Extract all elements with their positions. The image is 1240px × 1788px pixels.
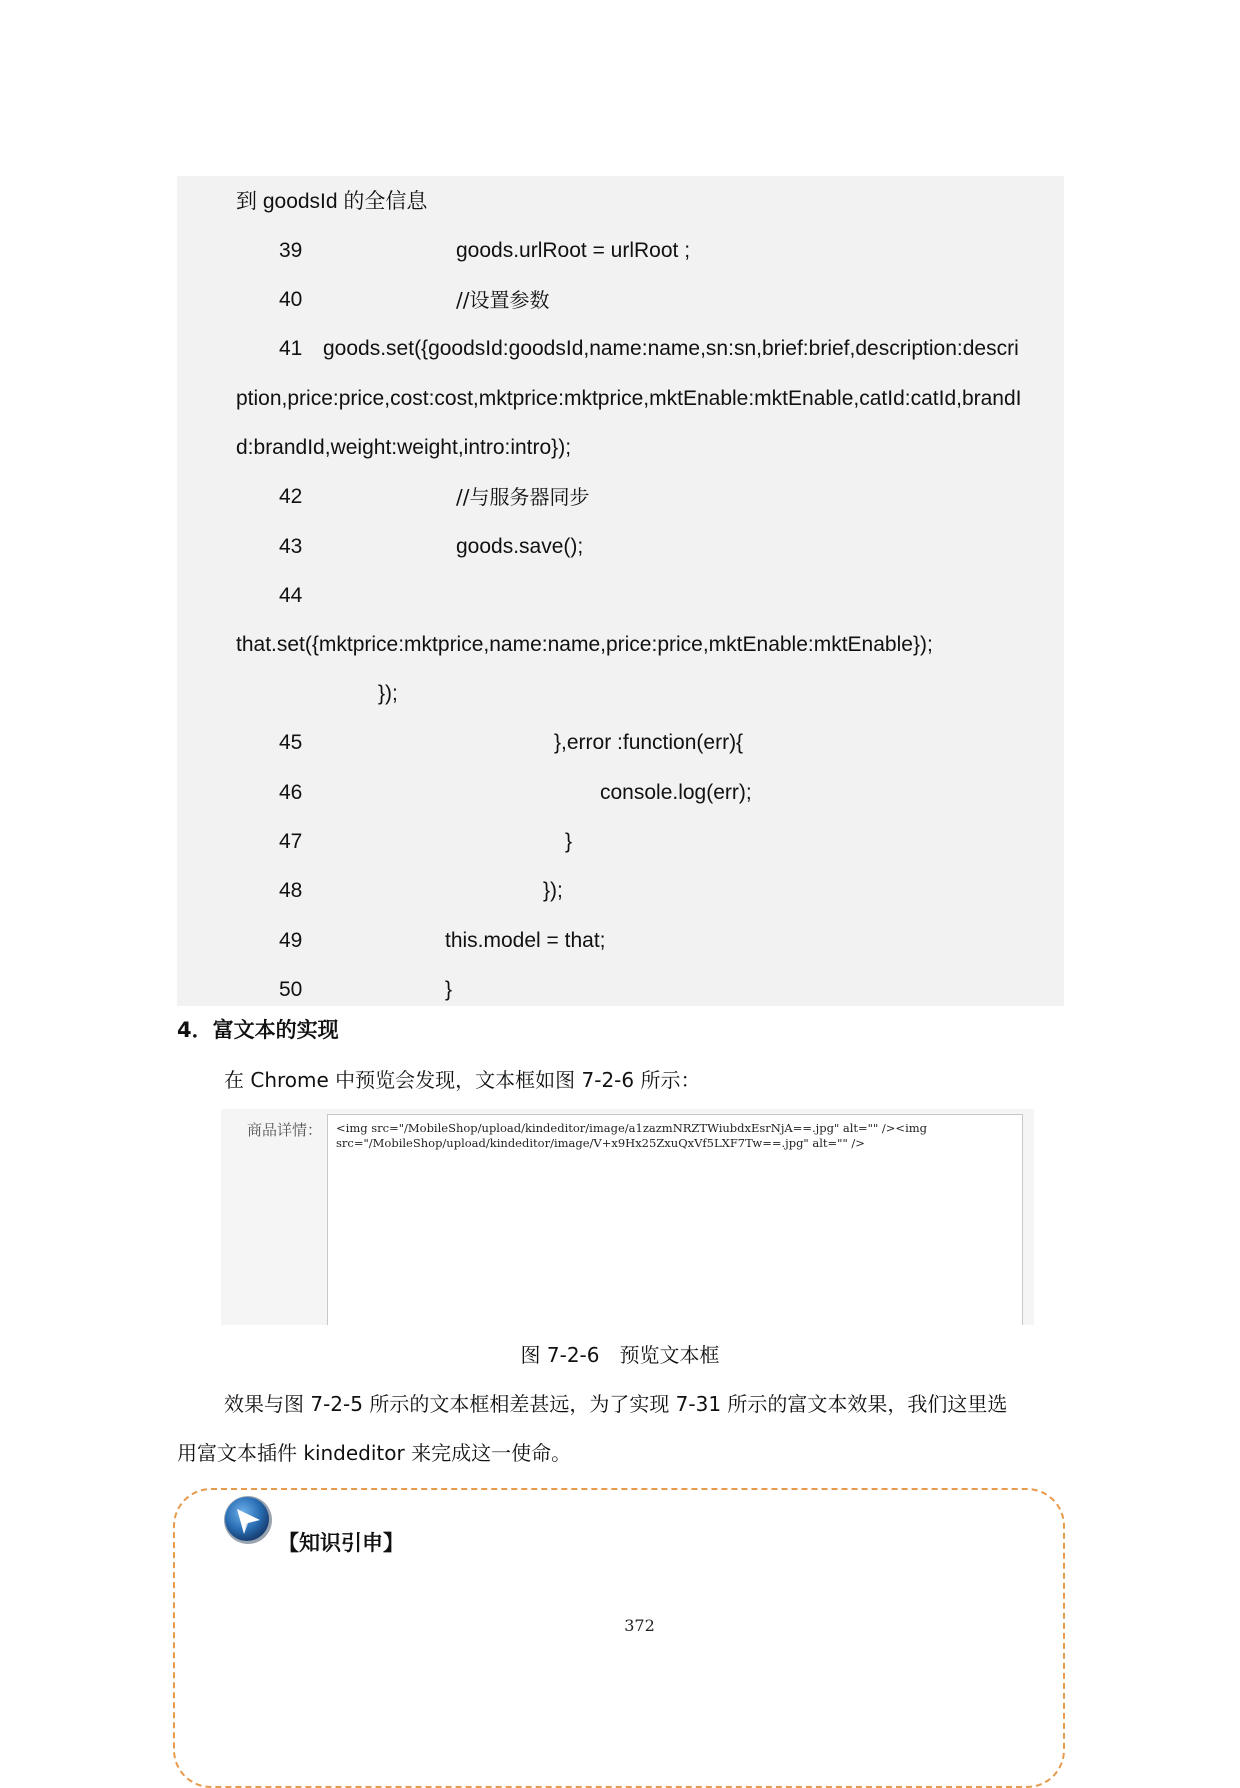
- code-comment: //与服务器同步: [456, 485, 590, 509]
- product-detail-label: 商品详情：: [247, 1121, 323, 1139]
- code-line: },error :function(err){: [554, 731, 744, 754]
- line-number: 46: [279, 781, 303, 804]
- code-line: that.set({mktprice:mktprice,name:name,price:price,mktEnable:mktEnable});: [236, 633, 933, 656]
- code-line: console.log(err);: [600, 781, 752, 804]
- line-number: 39: [279, 239, 303, 262]
- line-number: 50: [279, 978, 303, 1001]
- figure-screenshot: [221, 1109, 1034, 1325]
- line-number: 48: [279, 879, 303, 902]
- code-line: this.model = that;: [445, 929, 606, 952]
- line-number: 49: [279, 929, 303, 952]
- knowledge-extension-title: 【知识引申】: [278, 1531, 404, 1555]
- code-block: [177, 176, 1064, 1006]
- code-line: }: [445, 978, 453, 1001]
- code-line: goods.set({goodsId:goodsId,name:name,sn:sn,brief:brief,description:descri: [323, 337, 1019, 360]
- code-continuation: 到 goodsId 的全信息: [236, 190, 428, 213]
- line-number: 43: [279, 535, 303, 558]
- line-number: 44: [279, 584, 303, 607]
- line-number: 42: [279, 485, 303, 508]
- code-line: });: [378, 682, 398, 705]
- code-line: });: [543, 879, 563, 902]
- code-line: goods.urlRoot = urlRoot ;: [456, 239, 691, 262]
- code-comment: //设置参数: [456, 288, 550, 312]
- line-number: 40: [279, 288, 303, 311]
- body-paragraph-line-2: 用富文本插件 kindeditor 来完成这一使命。: [177, 1441, 572, 1465]
- page-number: 372: [624, 1616, 655, 1635]
- section-heading: 4．富文本的实现: [177, 1018, 339, 1042]
- code-line: goods.save();: [456, 535, 584, 558]
- figure-caption: 图 7-2-6 预览文本框: [520, 1343, 720, 1367]
- intro-paragraph: 在 Chrome 中预览会发现，文本框如图 7-2-6 所示：: [224, 1068, 701, 1092]
- line-number: 41: [279, 337, 303, 360]
- description-textarea[interactable]: <img src="/MobileShop/upload/kindeditor/image/a1zazmNRZTWiubdxEsrNjA==.jpg" alt="" /><img src="/MobileShop/upload/kindeditor/image/V+x9Hx25ZxuQxVf5LXF7Tw==.jpg" alt="" />: [327, 1114, 1023, 1325]
- code-line: ption,price:price,cost:cost,mktprice:mktprice,mktEnable:mktEnable,catId:catId,brandI: [236, 387, 1022, 410]
- body-paragraph-line-1: 效果与图 7-2-5 所示的文本框相差甚远，为了实现 7-31 所示的富文本效果，我们这里选: [224, 1392, 1008, 1416]
- paper-plane-icon: [222, 1494, 274, 1546]
- line-number: 47: [279, 830, 303, 853]
- code-line: }: [565, 830, 573, 853]
- code-line: d:brandId,weight:weight,intro:intro});: [236, 436, 572, 459]
- line-number: 45: [279, 731, 303, 754]
